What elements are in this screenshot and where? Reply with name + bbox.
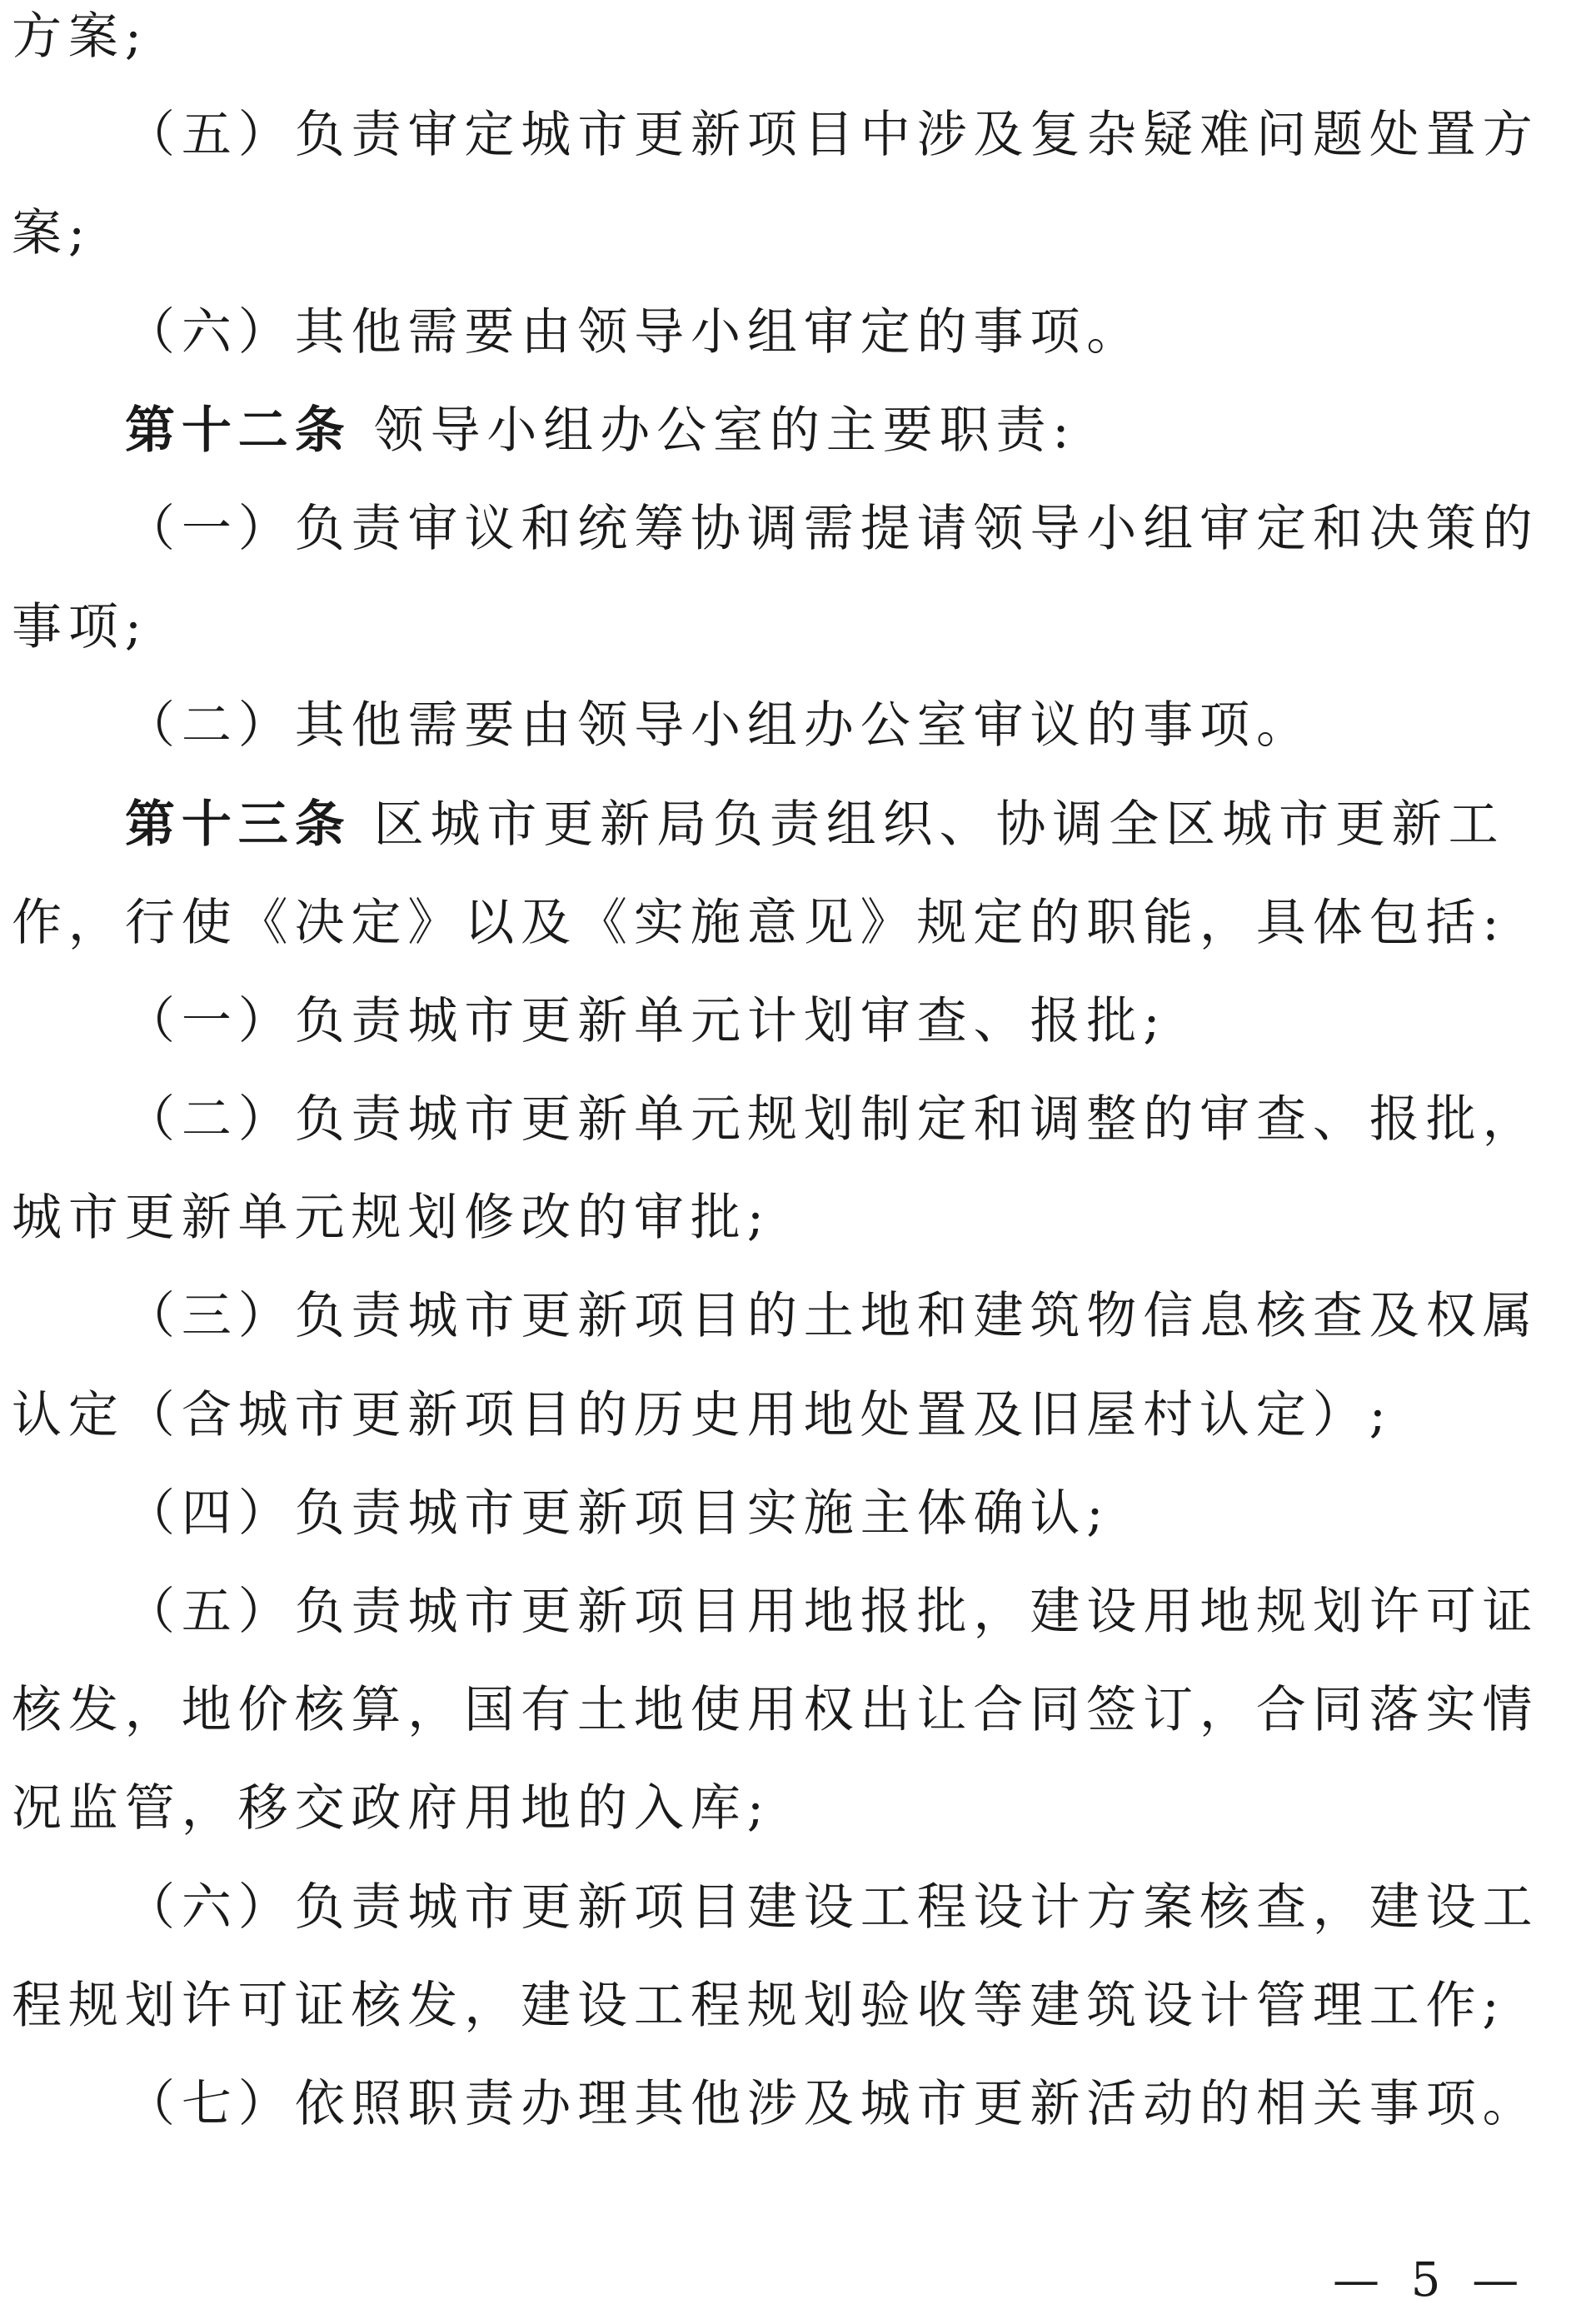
text-line: 认定（含城市更新项目的历史用地处置及旧屋村认定）; [12,1385,1393,1444]
article-12-line [12,382,1594,480]
text-line: 作，行使《决定》以及《实施意见》规定的职能，具体包括: [12,893,1506,952]
text-line: （一）负责审议和统筹协调需提请领导小组审定和决策的 [125,499,1539,558]
text-line: （二）负责城市更新单元规划制定和调整的审查、报批， [125,1090,1539,1150]
text-line: 事项; [12,598,148,657]
text-line: （五）负责城市更新项目用地报批，建设用地规划许可证 [125,1583,1539,1641]
text-line: （五）负责审定城市更新项目中涉及复杂疑难问题处置方 [125,106,1539,165]
text-line: 核发，地价核算，国有土地使用权出让合同签订，合同落实情 [12,1681,1539,1740]
text-line: 程规划许可证核发，建设工程规划验收等建筑设计管理工作; [12,1976,1506,2035]
text-line: （一）负责城市更新单元计划审查、报批; [125,991,1167,1050]
text-line: （二）其他需要由领导小组办公室审议的事项。 [125,696,1313,756]
article-heading: 第十二条 [125,401,352,460]
text-line: 案; [12,204,92,263]
article-13-line [12,775,1594,874]
text-line: （四）负责城市更新项目实施主体确认; [125,1484,1110,1543]
text-line: 况监管，移交政府用地的入库; [12,1779,771,1838]
text-line: （三）负责城市更新项目的土地和建筑物信息核查及权属 [125,1287,1539,1346]
text-line: （六）其他需要由领导小组审定的事项。 [125,302,1144,362]
text-line: （六）负责城市更新项目建设工程设计方案核查，建设工 [125,1878,1539,1937]
text-line: （七）依照职责办理其他涉及城市更新活动的相关事项。 [125,2074,1539,2133]
document-body [12,0,1594,2153]
text-line: 方案; [12,7,148,66]
page-number: — 5 — [1333,2253,1528,2307]
article-text: 区城市更新局负责组织、协调全区城市更新工 [351,795,1505,854]
text-line: 城市更新单元规划修改的审批; [12,1189,771,1248]
article-heading: 第十三条 [125,795,352,854]
article-text: 领导小组办公室的主要职责: [351,401,1076,460]
